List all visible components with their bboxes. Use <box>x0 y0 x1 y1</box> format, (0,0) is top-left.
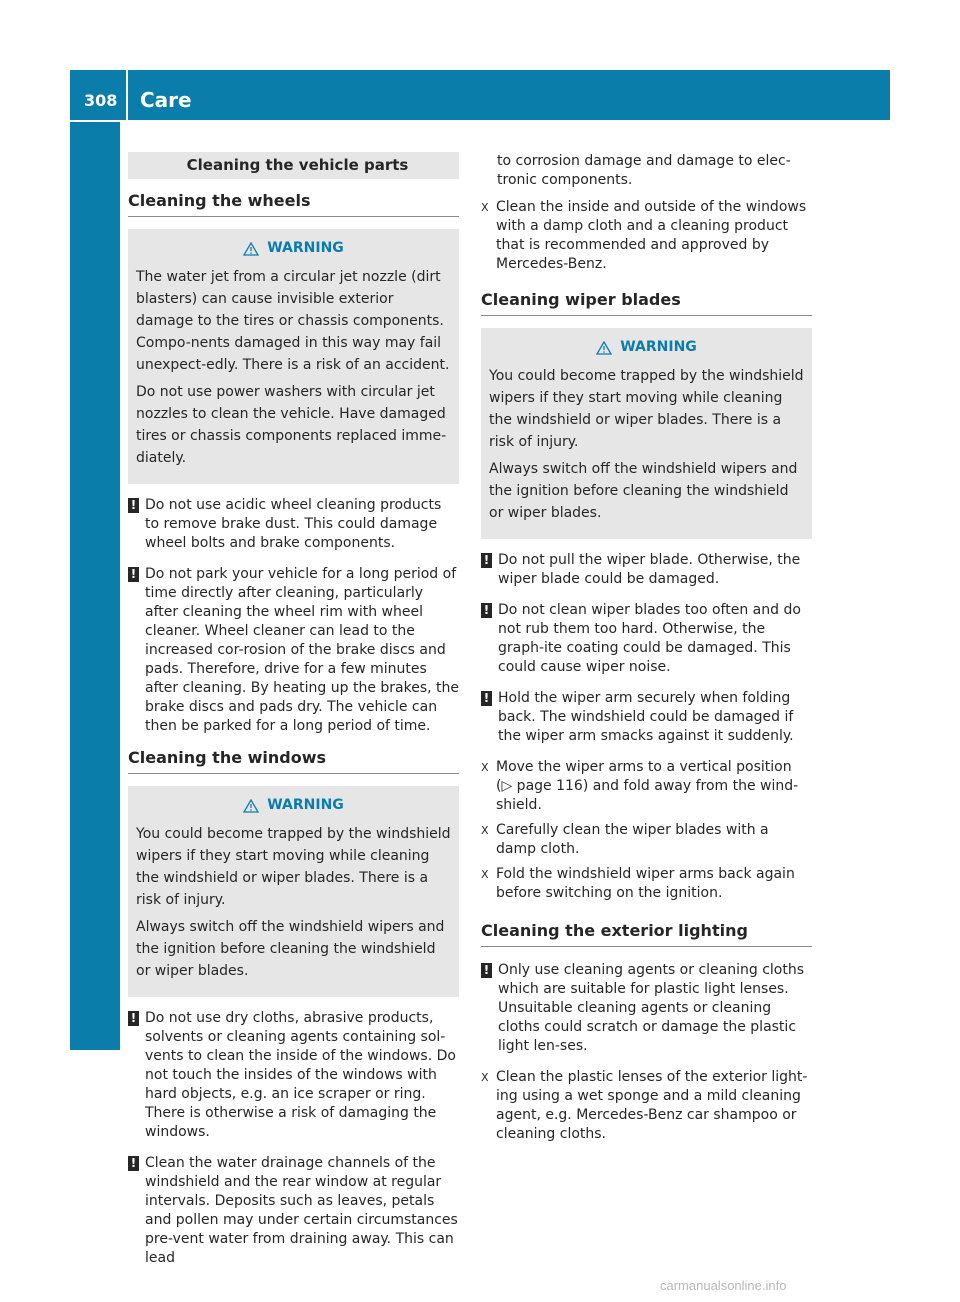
step-item <box>481 198 812 274</box>
warning-text: Do not use power washers with circular jet nozzles to clean the vehicle. Have damaged tires or chassis components replaced imme-diately. <box>136 384 447 466</box>
step-arrow-icon: X <box>481 201 489 214</box>
warning-text: Always switch off the windshield wipers and the ignition before cleaning the windshield or wiper blades. <box>489 461 798 521</box>
warning-text: The water jet from a circular jet nozzle (dirt blasters) can cause invisible exterior damage to the tires or chassis components. Compo-nents damaged in this way may fail unexpect-edly. There is a risk of an accident. <box>136 269 450 373</box>
note-item <box>128 1154 459 1268</box>
step-arrow-icon: X <box>481 868 489 881</box>
caution-icon: ! <box>481 691 492 706</box>
warning-text: You could become trapped by the windshield wipers if they start moving while cleaning the windshield or wiper blades. There is a risk of injury. <box>489 368 804 450</box>
warning-text: Always switch off the windshield wipers and the ignition before cleaning the windshield or wiper blades. <box>136 919 445 979</box>
note-item <box>481 961 812 1056</box>
heading-cleaning-wheels: Cleaning the wheels <box>128 191 459 217</box>
note-text: Do not use dry cloths, abrasive products, solvents or cleaning agents containing sol-vents to clean the inside of the windows. Do not touch the insides of the windows with hard objects, e.g. an ice scraper or ring. There is otherwise a risk of damaging the windows. <box>145 1010 456 1140</box>
caution-icon: ! <box>128 567 139 582</box>
step-item <box>481 1068 812 1144</box>
step-arrow-icon: X <box>481 761 489 774</box>
step-text: Move the wiper arms to a vertical position (▷ page 116) and fold away from the wind-shield. <box>496 759 799 813</box>
warning-title: WARNING <box>267 797 344 813</box>
note-text: Do not clean wiper blades too often and do not rub them too hard. Otherwise, the graph-ite coating could be damaged. This could cause wiper noise. <box>498 602 801 675</box>
step-text: Clean the inside and outside of the windows with a damp cloth and a cleaning product that is recommended and approved by Mercedes-Benz. <box>496 199 807 272</box>
right-column <box>481 152 812 1150</box>
heading-cleaning-wiper-blades: Cleaning wiper blades <box>481 290 812 316</box>
page-header <box>70 70 890 120</box>
caution-icon: ! <box>128 1156 139 1171</box>
header-divider <box>126 70 128 120</box>
caution-icon: ! <box>128 498 139 513</box>
warning-text: You could become trapped by the windshield wipers if they start moving while cleaning the windshield or wiper blades. There is a risk of injury. <box>136 826 451 908</box>
caution-icon: ! <box>481 963 492 978</box>
warning-icon <box>243 242 259 256</box>
note-item <box>481 551 812 589</box>
step-text: Clean the plastic lenses of the exterior light-ing using a wet sponge and a mild cleaning agent, e.g. Mercedes-Benz car shampoo or cleaning cloths. <box>496 1069 808 1142</box>
step-item <box>481 758 812 815</box>
heading-cleaning-exterior-lighting: Cleaning the exterior lighting <box>481 921 812 947</box>
warning-box-wiper <box>481 328 812 539</box>
note-text: Only use cleaning agents or cleaning cloths which are suitable for plastic light lenses. Unsuitable cleaning agents or cleaning cloths could scratch or damage the plastic light len-ses. <box>498 962 805 1054</box>
page-number: 308 <box>84 91 118 110</box>
warning-icon <box>596 341 612 355</box>
step-text: Fold the windshield wiper arms back again before switching on the ignition. <box>496 866 795 901</box>
note-text: Hold the wiper arm securely when folding back. The windshield could be damaged if the wiper arm smacks against it suddenly. <box>498 690 794 744</box>
note-item <box>128 1009 459 1142</box>
watermark: carmanualsonline.info <box>660 1278 787 1293</box>
note-item <box>128 565 459 736</box>
warning-header <box>136 796 451 815</box>
note-text: Clean the water drainage channels of the windshield and the rear window at regular intervals. Deposits such as leaves, petals and pollen may under certain circumstances pre-vent water from draining away. This can lead <box>145 1155 458 1266</box>
warning-header <box>136 239 451 258</box>
note-text: Do not park your vehicle for a long period of time directly after cleaning, particularly after cleaning the wheel rim with wheel cleaner. Wheel cleaner can lead to the increased cor-rosion of the brake discs and pads. Therefore, drive for a few minutes after cleaning. By heating up the brakes, the brake discs and pads dry. The vehicle can then be parked for a long period of time. <box>145 566 460 734</box>
step-arrow-icon: X <box>481 1071 489 1084</box>
warning-box-windows <box>128 786 459 997</box>
section-title: Cleaning the vehicle parts <box>128 152 459 179</box>
note-item <box>481 689 812 746</box>
warning-title: WARNING <box>620 339 697 355</box>
page-title: Care <box>140 88 192 112</box>
note-item <box>128 496 459 553</box>
note-item <box>481 601 812 677</box>
warning-header <box>489 338 804 357</box>
step-item <box>481 865 812 903</box>
warning-title: WARNING <box>267 240 344 256</box>
continuation-text: to corrosion damage and damage to elec-tronic components. <box>497 153 791 188</box>
step-arrow-icon: X <box>481 824 489 837</box>
note-text: Do not use acidic wheel cleaning products to remove brake dust. This could damage wheel bolts and brake components. <box>145 497 442 551</box>
left-column <box>128 152 459 1280</box>
sidebar-label: Maintenance and care <box>84 442 110 718</box>
heading-cleaning-windows: Cleaning the windows <box>128 748 459 774</box>
step-item <box>481 821 812 859</box>
caution-icon: ! <box>128 1011 139 1026</box>
caution-icon: ! <box>481 553 492 568</box>
caution-icon: ! <box>481 603 492 618</box>
warning-box-wheels <box>128 229 459 484</box>
step-text: Carefully clean the wiper blades with a damp cloth. <box>496 822 769 857</box>
note-text: Do not pull the wiper blade. Otherwise, the wiper blade could be damaged. <box>498 552 801 587</box>
warning-icon <box>243 799 259 813</box>
